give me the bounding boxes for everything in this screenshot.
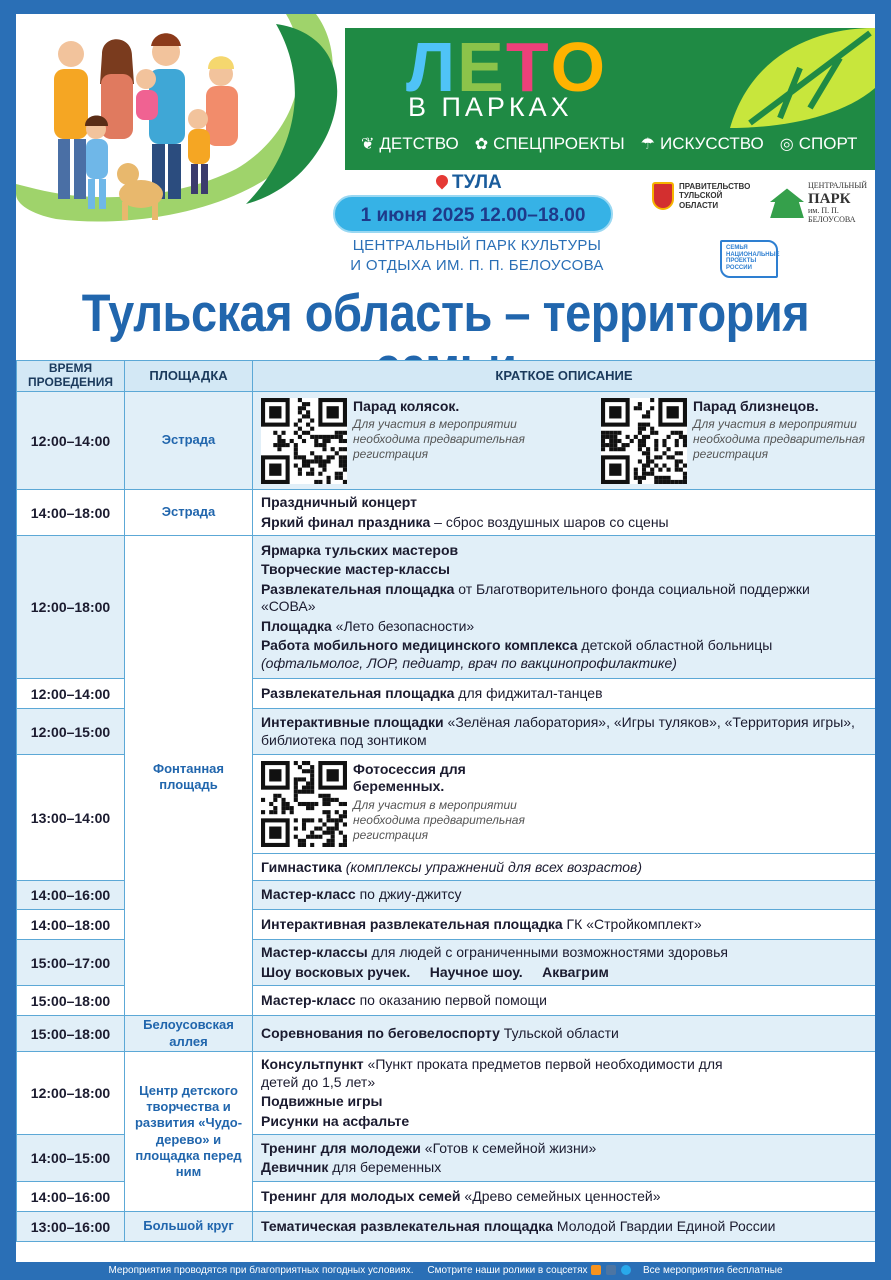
event-detail: по оказанию первой помощи bbox=[355, 991, 547, 1008]
time-cell: 12:00–14:00 bbox=[17, 679, 125, 709]
ball-icon: ◎ bbox=[779, 136, 794, 153]
event-detail: для людей с ограниченными возможностями здоровья bbox=[367, 944, 728, 960]
v-parkah-label: В ПАРКАХ bbox=[408, 92, 573, 122]
event-title: Творческие мастер-классы bbox=[261, 561, 450, 578]
free-note: Все мероприятия бесплатные bbox=[643, 1265, 783, 1276]
ok-icon[interactable] bbox=[591, 1265, 601, 1275]
category-label: ДЕТСТВО bbox=[379, 134, 459, 153]
city bbox=[436, 172, 502, 194]
family-illustration bbox=[16, 14, 351, 239]
social-note: Смотрите наши ролики в соцсетях bbox=[427, 1265, 588, 1276]
place-cell: Центр детского творчества и развития «Чудо-дерево» и площадка перед ним bbox=[125, 1052, 253, 1212]
event-detail: ГК «Стройкомплект» bbox=[562, 915, 702, 932]
category-item bbox=[361, 134, 459, 154]
event-title: Парад близнецов. bbox=[693, 397, 819, 414]
leto-letter: Е bbox=[457, 28, 506, 106]
table-row bbox=[17, 1052, 876, 1135]
leaf-icon bbox=[690, 28, 875, 128]
table-row bbox=[17, 1016, 876, 1052]
qr-text bbox=[353, 398, 561, 463]
event-detail: для фиджитал-танцев bbox=[454, 684, 603, 701]
qr-code-icon[interactable] bbox=[601, 398, 687, 484]
umbrella-icon: ☂ bbox=[640, 136, 655, 153]
table-row bbox=[17, 1212, 876, 1242]
desc-cell bbox=[253, 1212, 876, 1242]
event-detail: «Зелёная лаборатория», «Игры туляков», «Территория игры», библиотека под зонтиком bbox=[261, 714, 855, 748]
park-logo-sub: им. П. П. БЕЛОУСОВА bbox=[808, 206, 856, 225]
weather-note: Мероприятия проводятся при благоприятных погодных условиях. bbox=[108, 1265, 414, 1276]
event-note: (офтальмолог, ЛОР, педиатр, врач по вакцинопрофилактике) bbox=[261, 654, 677, 671]
place-cell: Большой круг bbox=[125, 1212, 253, 1242]
time-cell: 12:00–18:00 bbox=[17, 536, 125, 679]
event-title: Ярмарка тульских мастеров bbox=[261, 541, 459, 558]
desc-cell bbox=[253, 881, 876, 910]
qr-code-icon[interactable] bbox=[261, 761, 347, 847]
venue-line: И ОТДЫХА ИМ. П. П. БЕЛОУСОВА bbox=[350, 256, 604, 274]
column-header-desc: КРАТКОЕ ОПИСАНИЕ bbox=[253, 361, 876, 392]
category-item bbox=[780, 134, 858, 154]
desc-cell bbox=[253, 709, 876, 755]
national-projects-logo: СЕМЬЯ НАЦИОНАЛЬНЫЕ ПРОЕКТЫ РОССИИ bbox=[720, 240, 778, 278]
event-title: Развлекательная площадка bbox=[261, 580, 455, 597]
time-cell: 14:00–18:00 bbox=[17, 910, 125, 940]
gov-logo-text: ПРАВИТЕЛЬСТВО ТУЛЬСКОЙ ОБЛАСТИ bbox=[679, 182, 751, 210]
event-detail: Молодой Гвардии Единой России bbox=[553, 1217, 776, 1234]
park-logo bbox=[770, 182, 868, 225]
time-cell: 13:00–16:00 bbox=[17, 1212, 125, 1242]
event-detail: – сброс воздушных шаров со сцены bbox=[430, 513, 669, 530]
event-title: Развлекательная площадка bbox=[261, 684, 455, 701]
desc-cell bbox=[253, 1135, 876, 1182]
column-header-place: ПЛОЩАДКА bbox=[125, 361, 253, 392]
event-title: Рисунки на асфальте bbox=[261, 1112, 410, 1129]
time-cell: 12:00–18:00 bbox=[17, 1052, 125, 1135]
desc-cell bbox=[253, 1182, 876, 1212]
category-label: ИСКУССТВО bbox=[660, 134, 764, 153]
category-list bbox=[361, 134, 857, 154]
location-pin-icon bbox=[436, 175, 448, 191]
event-detail: «Готов к семейной жизни» bbox=[420, 1139, 597, 1156]
event-detail: Тульской области bbox=[499, 1024, 619, 1041]
event-detail: для беременных bbox=[328, 1159, 442, 1175]
category-label: СПОРТ bbox=[798, 134, 858, 153]
desc-cell bbox=[253, 910, 876, 940]
category-label: СПЕЦПРОЕКТЫ bbox=[493, 134, 625, 153]
page-title: Тульская область – территория bbox=[81, 283, 810, 343]
tree-icon bbox=[770, 188, 804, 218]
time-cell: 14:00–16:00 bbox=[17, 1182, 125, 1212]
event-title: Работа мобильного медицинского комплекса bbox=[261, 637, 578, 654]
category-item bbox=[475, 134, 625, 154]
leto-letter: О bbox=[550, 28, 608, 106]
event-title: Мастер-класс bbox=[261, 886, 356, 903]
coat-of-arms-icon bbox=[652, 182, 674, 210]
desc-cell bbox=[253, 940, 876, 986]
event-note: (комплексы упражнений для всех возрастов) bbox=[341, 858, 643, 875]
time-cell: 12:00–15:00 bbox=[17, 709, 125, 755]
event-title: Консультпункт bbox=[261, 1056, 364, 1072]
place-cell: Белоусовская аллея bbox=[125, 1016, 253, 1052]
time-cell: 14:00–18:00 bbox=[17, 490, 125, 536]
place-cell: Фонтанная площадь bbox=[125, 536, 253, 1016]
gear-icon: ✿ bbox=[474, 136, 489, 153]
header bbox=[16, 14, 875, 359]
park-logo-big: ПАРК bbox=[808, 190, 851, 207]
qr-text bbox=[353, 761, 543, 843]
event-title: Тренинг для молодых семей bbox=[261, 1187, 461, 1204]
time-cell: 13:00–14:00 bbox=[17, 755, 125, 881]
desc-cell bbox=[253, 392, 876, 490]
time-cell: 14:00–15:00 bbox=[17, 1135, 125, 1182]
time-cell: 15:00–18:00 bbox=[17, 986, 125, 1016]
venue bbox=[326, 236, 628, 275]
place-cell: Эстрада bbox=[125, 392, 253, 490]
event-title: Гимнастика bbox=[261, 858, 342, 875]
park-logo-text bbox=[808, 182, 868, 225]
desc-cell bbox=[253, 755, 876, 881]
telegram-icon[interactable] bbox=[621, 1265, 631, 1275]
desc-cell bbox=[253, 1052, 876, 1135]
qr-block bbox=[261, 761, 571, 847]
desc-cell bbox=[253, 536, 876, 679]
registration-note: Для участия в мероприятии необходима предварительная регистрация bbox=[693, 417, 865, 461]
qr-code-icon[interactable] bbox=[261, 398, 347, 484]
event-title: Интерактивные площадки bbox=[261, 714, 444, 730]
leaf-icon: ❦ bbox=[361, 136, 375, 153]
event-title: Девичник bbox=[261, 1159, 329, 1175]
qr-block bbox=[601, 398, 867, 484]
leto-letter: Т bbox=[505, 28, 551, 106]
desc-cell bbox=[253, 490, 876, 536]
desc-cell bbox=[253, 986, 876, 1016]
table-row bbox=[17, 490, 876, 536]
schedule-table bbox=[16, 360, 875, 1242]
event-title: Парад колясок. bbox=[353, 397, 460, 414]
table-row bbox=[17, 536, 876, 679]
event-title: Тренинг для молодежи bbox=[261, 1139, 421, 1156]
event-title: Площадка bbox=[261, 617, 332, 634]
place-cell: Эстрада bbox=[125, 490, 253, 536]
registration-note: Для участия в мероприятии необходима предварительная регистрация bbox=[353, 797, 525, 842]
time-cell: 12:00–14:00 bbox=[17, 392, 125, 490]
desc-cell bbox=[253, 679, 876, 709]
gov-logo bbox=[652, 182, 754, 210]
date-time-badge: 1 июня 2025 12.00–18.00 bbox=[333, 195, 613, 233]
sponsor-logos bbox=[652, 182, 872, 282]
footer bbox=[0, 1262, 891, 1280]
time-cell: 15:00–17:00 bbox=[17, 940, 125, 986]
event-title: Фотосессия для беременных. bbox=[353, 760, 466, 795]
table-row bbox=[17, 392, 876, 490]
event-detail: «Пункт проката предметов первой необходимости для детей до 1,5 лет» bbox=[261, 1056, 723, 1090]
event-title: Шоу восковых ручек. Научное шоу. Аквагрим bbox=[261, 963, 609, 980]
qr-text bbox=[693, 398, 867, 463]
event-detail: «Древо семейных ценностей» bbox=[460, 1187, 661, 1204]
leto-letter: Л bbox=[406, 28, 458, 106]
poster bbox=[16, 14, 875, 1262]
event-title: Соревнования по беговелоспорту bbox=[261, 1024, 500, 1041]
time-cell: 14:00–16:00 bbox=[17, 881, 125, 910]
venue-line: ЦЕНТРАЛЬНЫЙ ПАРК КУЛЬТУРЫ bbox=[352, 237, 602, 254]
event-title: Праздничный концерт bbox=[261, 494, 417, 510]
event-title: Яркий финал праздника bbox=[261, 513, 431, 530]
city-name: ТУЛА bbox=[452, 172, 502, 193]
registration-note: Для участия в мероприятии необходима предварительная регистрация bbox=[353, 417, 525, 461]
time-cell: 15:00–18:00 bbox=[17, 1016, 125, 1052]
vk-icon[interactable] bbox=[606, 1265, 616, 1275]
event-title: Интерактивная развлекательная площадка bbox=[261, 915, 563, 932]
qr-block bbox=[261, 398, 561, 484]
column-header-time: ВРЕМЯ ПРОВЕДЕНИЯ bbox=[17, 361, 125, 392]
event-detail: от Благотворительного фонда социальной поддержки «СОВА» bbox=[261, 580, 810, 615]
category-item bbox=[641, 134, 764, 154]
event-detail: по джиу-джитсу bbox=[355, 886, 462, 903]
event-title: Мастер-класс bbox=[261, 991, 356, 1008]
event-title: Мастер-классы bbox=[261, 944, 368, 960]
event-detail: детской областной больницы bbox=[577, 637, 773, 654]
event-title: Тематическая развлекательная площадка bbox=[261, 1217, 554, 1234]
park-logo-small: ЦЕНТРАЛЬНЫЙ bbox=[808, 181, 868, 190]
event-title: Подвижные игры bbox=[261, 1093, 383, 1109]
event-detail: «Лето безопасности» bbox=[331, 617, 475, 634]
desc-cell bbox=[253, 1016, 876, 1052]
table-header bbox=[17, 361, 876, 392]
